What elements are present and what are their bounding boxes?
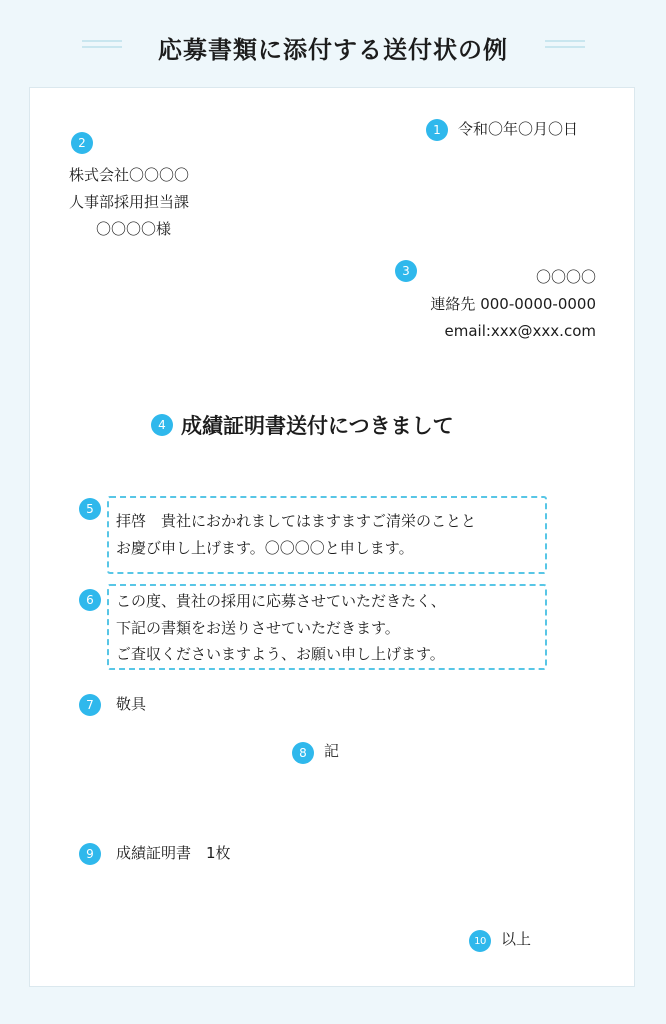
cover-letter-sheet	[29, 87, 635, 987]
marker-1: 1	[426, 119, 448, 141]
closing-text: 敬具	[116, 695, 147, 713]
marker-9: 9	[79, 843, 101, 865]
recipient-name: 〇〇〇〇様	[96, 220, 172, 238]
letter-subject: 成績証明書送付につきまして	[181, 414, 454, 438]
recipient-company: 株式会社〇〇〇〇	[69, 166, 190, 184]
marker-7: 7	[79, 694, 101, 716]
body-line-3: ご査収くださいますよう、お願い申し上げます。	[116, 645, 445, 663]
title-decoration-right	[545, 40, 585, 50]
greeting-line-1: 拝啓 貴社におかれましてはますますご清栄のことと	[116, 512, 477, 530]
sender-email: email:xxx@xxx.com	[444, 322, 596, 340]
date-text: 令和〇年〇月〇日	[458, 120, 579, 138]
page-title: 応募書類に添付する送付状の例	[158, 36, 508, 64]
sender-contact: 連絡先 000-0000-0000	[430, 295, 596, 313]
marker-2: 2	[71, 132, 93, 154]
sender-name: 〇〇〇〇	[535, 268, 596, 286]
end-text: 以上	[501, 930, 532, 948]
body-line-2: 下記の書類をお送りさせていただきます。	[116, 619, 400, 637]
marker-8: 8	[292, 742, 314, 764]
marker-6: 6	[79, 589, 101, 611]
body-line-1: この度、貴社の採用に応募させていただきたく、	[116, 592, 446, 610]
enclosure-text: 成績証明書 1枚	[116, 844, 231, 862]
marker-3: 3	[395, 260, 417, 282]
marker-5: 5	[79, 498, 101, 520]
ki-text: 記	[324, 742, 340, 760]
greeting-line-2: お慶び申し上げます。〇〇〇〇と申します。	[116, 539, 414, 557]
marker-10: 10	[469, 930, 491, 952]
recipient-department: 人事部採用担当課	[69, 193, 190, 211]
marker-4: 4	[151, 414, 173, 436]
